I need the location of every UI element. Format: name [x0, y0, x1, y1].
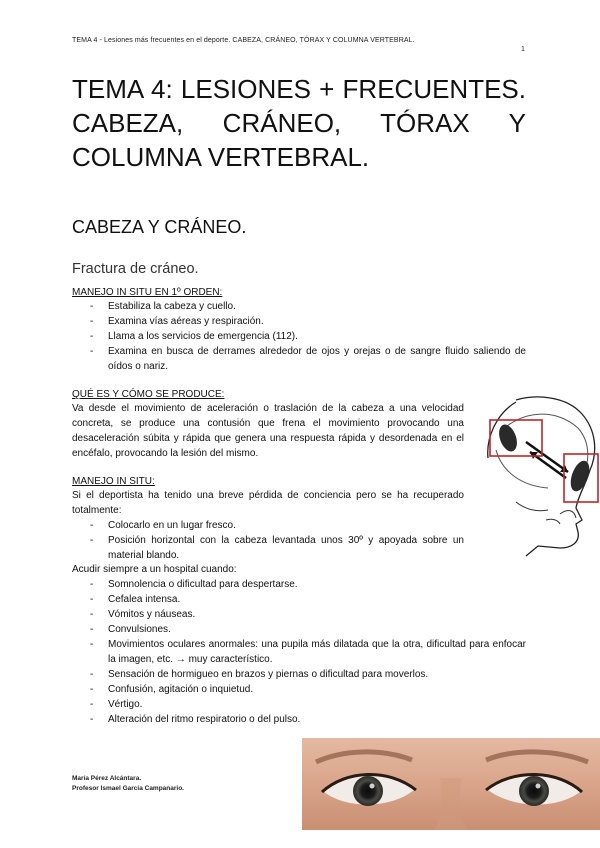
list-item: - Vómitos y náuseas. — [72, 607, 526, 622]
manejo-in-situ-intro: Si el deportista ha tenido una breve pérdida de conciencia pero se ha recuperado totalmente: — [72, 490, 464, 516]
section-heading: CABEZA Y CRÁNEO. — [72, 217, 247, 237]
que-es-label: QUÉ ES Y CÓMO SE PRODUCE: — [72, 389, 225, 400]
eyes-photo — [302, 738, 600, 830]
skull-contusion-illustration — [486, 392, 600, 558]
running-header: TEMA 4 - Lesiones más frecuentes en el deporte. CABEZA, CRÁNEO, TÓRAX Y COLUMNA VERTEBRAL. — [72, 37, 415, 44]
que-es-text: Va desde el movimiento de aceleración o traslación de la cabeza a una velocidad concreta, se produce una contusión que frena el movimiento provocando una desaceleración súbita y rápida que genera una respuesta rápida y desordenada en el encéfalo, provocando la lesión del mismo. — [72, 403, 464, 459]
skull-contusion-svg — [486, 392, 600, 558]
author-name: María Pérez Alcántara. — [72, 775, 142, 782]
list-item: - Sensación de hormigueo en brazos y piernas o dificultad para moverlos. — [72, 667, 526, 682]
manejo-primer-orden-block — [72, 286, 526, 374]
list-item: - Movimientos oculares anormales: una pupila más dilatada que la otra, dificultad para enfocar la imagen, etc. → muy característico. — [72, 637, 526, 667]
list-item: - Posición horizontal con la cabeza levantada unos 30º y apoyada sobre un material blando. — [72, 533, 464, 563]
list-item: - Colocarlo en un lugar fresco. — [72, 518, 464, 533]
manejo-primer-orden-list — [72, 299, 526, 374]
manejo-in-situ-label: MANEJO IN SITU: — [72, 476, 155, 487]
professor-name: Profesor Ismael García Campanario. — [72, 785, 184, 792]
list-item: - Confusión, agitación o inquietud. — [72, 682, 526, 697]
hospital-list — [72, 577, 526, 727]
manejo-in-situ-list — [72, 518, 464, 563]
list-item: - Llama a los servicios de emergencia (112). — [72, 329, 526, 344]
hospital-block — [72, 562, 526, 727]
list-item: - Somnolencia o dificultad para despertarse. — [72, 577, 526, 592]
eyes-photo-svg — [302, 738, 600, 830]
hospital-intro: Acudir siempre a un hospital cuando: — [72, 564, 237, 575]
list-item: - Convulsiones. — [72, 622, 526, 637]
list-item: - Alteración del ritmo respiratorio o del pulso. — [72, 712, 526, 727]
subsection-heading: Fractura de cráneo. — [72, 261, 199, 277]
manejo-primer-orden-label: MANEJO IN SITU EN 1º ORDEN: — [72, 287, 223, 298]
footer — [72, 774, 184, 794]
list-item: - Examina en busca de derrames alrededor de ojos y orejas o de sangre fluido saliendo de oídos o nariz. — [72, 344, 526, 374]
list-item: - Cefalea intensa. — [72, 592, 526, 607]
list-item: - Examina vías aéreas y respiración. — [72, 314, 526, 329]
que-es-block — [72, 388, 464, 461]
list-item: - Vértigo. — [72, 697, 526, 712]
page-title: TEMA 4: LESIONES + FRECUENTES. CABEZA, CRÁNEO, TÓRAX Y COLUMNA VERTEBRAL. — [72, 74, 526, 172]
list-item: - Estabiliza la cabeza y cuello. — [72, 299, 526, 314]
manejo-in-situ-block — [72, 475, 464, 563]
page-number: 1 — [521, 46, 525, 53]
